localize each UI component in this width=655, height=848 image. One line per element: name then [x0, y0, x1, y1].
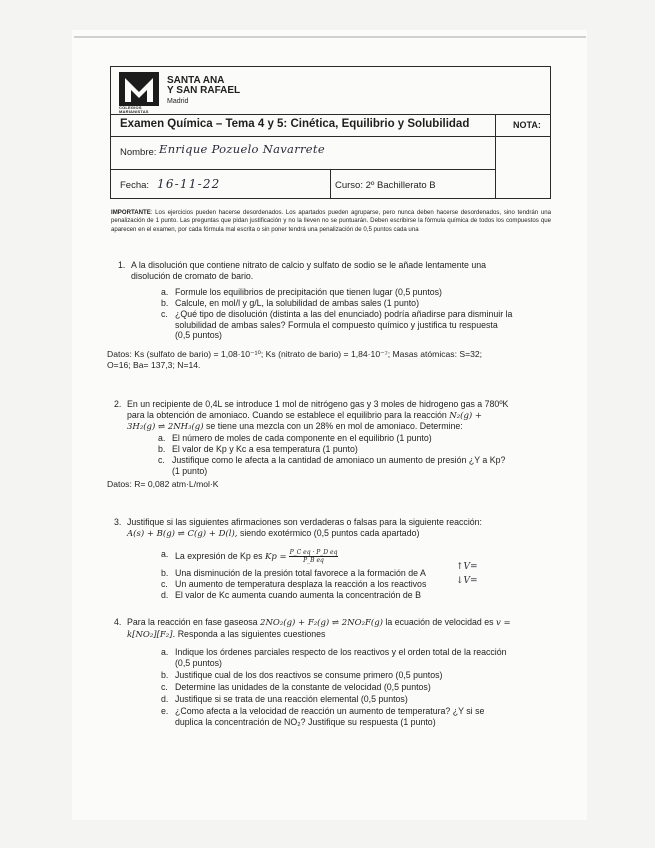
- q1-item-b-text: Calcule, en mol/l y g/L, la solubilidad de ambas sales (1 punto): [175, 298, 420, 308]
- q4-item-a-line1: Indique los órdenes parciales respecto de los reactivos y el orden total de la reacción: [175, 647, 507, 657]
- q4-line2-math: k[NO₂][F₂].: [127, 630, 176, 640]
- q4-item-d: [161, 694, 408, 705]
- q2-statement-line2: [127, 410, 482, 422]
- q3-statement-line1: Justifique si las siguientes afirmaciones son verdaderas o falsas para la siguiente reacción:: [127, 517, 482, 527]
- q4-item-a-line2: (0,5 puntos): [175, 657, 222, 668]
- q3-statement-line2: [127, 528, 419, 540]
- q4-item-b-letter: b.: [161, 670, 169, 680]
- school-name: [167, 76, 240, 96]
- q2-statement-line1: En un recipiente de 0,4L se introduce 1 mol de nitrógeno gas y 3 moles de hidrogeno gas a 780ºK: [127, 399, 509, 409]
- q4-item-c: [161, 682, 431, 693]
- q2-item-c-line1: Justifique como le afecta a la cantidad de amoniaco un aumento de presión ¿Y a Kp?: [172, 455, 506, 465]
- logo-sub-line2: MARIANISTAS: [119, 109, 149, 114]
- q4-line1-text-b: la ecuación de velocidad es: [385, 617, 494, 627]
- q2-item-a: [158, 433, 432, 444]
- q1-item-c: [161, 309, 513, 341]
- q3-line2-math: A(s) + B(g) ⇌ C(g) + D(l),: [127, 529, 238, 539]
- q4-line1-text-a: Para la reacción en fase gaseosa: [127, 617, 258, 627]
- q2-statement-line3: [127, 421, 463, 433]
- q2-line2-math: N₂(g) +: [449, 411, 483, 421]
- q3-item-b: [161, 568, 426, 579]
- q4-item-a: [161, 647, 507, 668]
- q4-item-e-letter: e.: [161, 706, 169, 716]
- date-label: Fecha:: [120, 180, 150, 191]
- q1-statement-line1: A la disolución que contiene nitrato de calcio y sulfato de sodio se le añade lentamente una: [131, 260, 487, 270]
- exam-header: [110, 66, 551, 199]
- important-note: [111, 209, 551, 234]
- name-row: [111, 136, 495, 170]
- q2-item-c-letter: c.: [158, 455, 165, 465]
- q2-line3-text: se tiene una mezcla con un 28% en mol de amoniaco. Determine:: [206, 421, 463, 431]
- kp-numerator: P_C eq · P_D eq: [289, 549, 338, 556]
- q2-line3-math: 3H₂(g) ⇌ 2NH₃(g): [127, 422, 204, 432]
- grade-cell: [495, 114, 552, 199]
- q2-item-c-line2: (1 punto): [172, 465, 208, 476]
- q3-item-c-letter: c.: [161, 579, 168, 589]
- q2-number: 2.: [114, 399, 122, 409]
- q4-item-c-letter: c.: [161, 682, 168, 692]
- school-logo-icon: [119, 72, 159, 106]
- q3-item-a-text: La expresión de Kp es: [175, 550, 263, 561]
- q4-line1-math: 2NO₂(g) + F₂(g) ⇌ 2NO₂F(g): [260, 618, 383, 628]
- q1-item-b-letter: b.: [161, 298, 169, 308]
- exam-date: 16-11-22: [157, 177, 221, 191]
- q1-item-c-line2: solubilidad de ambas sales? Formula el compuesto químico y justifica tu respuesta: [175, 319, 498, 330]
- kp-fraction: [289, 549, 339, 564]
- course-label: Curso: 2º Bachillerato B: [335, 180, 436, 191]
- scan-edge: [74, 36, 586, 38]
- q4-statement-line2: [127, 629, 325, 641]
- logo-subtitle: [119, 106, 149, 114]
- q2-item-b-letter: b.: [158, 444, 166, 454]
- q3-item-d-text: El valor de Kc aumenta cuando aumenta la concentración de B: [175, 590, 421, 600]
- title-row: [111, 114, 550, 137]
- q2-item-a-text: El número de moles de cada componente en el equilibrio (1 punto): [172, 433, 432, 443]
- q4-item-b-text: Justifique cual de los dos reactivos se consume primero (0,5 puntos): [175, 670, 443, 680]
- handwritten-note-1: ↑V=: [456, 562, 478, 572]
- q4-line1-math2: v =: [495, 618, 511, 628]
- school-city: Madrid: [167, 98, 189, 105]
- q4-item-b: [161, 670, 443, 681]
- q1-item-c-line1: ¿Qué tipo de disolución (distinta a las del enunciado) podría añadirse para disminuir la: [175, 309, 513, 319]
- date-divider: [330, 169, 331, 199]
- q3-item-b-text: Una disminución de la presión total favorece a la formación de A: [175, 568, 426, 578]
- q1-data-line1: Datos: Ks (sulfato de bario) = 1,08·10⁻¹⁰; Ks (nitrato de bario) = 1,84·10⁻⁷; Masas atómicas: S=32;: [107, 349, 483, 359]
- q1-item-c-line3: (0,5 puntos): [175, 330, 222, 341]
- q3-item-d-letter: d.: [161, 590, 169, 600]
- important-text: : Los ejercicios pueden hacerse desordenados. Los apartados pueden agruparse, pero nunca deben hacerse desordenados, sino tendrán una penalización de 1 punto. Las preguntas que pidan justificación y no la lleven no se puntuarán. Deben escribirse la fórmula química de todos los compuestos que aparecen en el examen, por cada fórmula mal escrita o sin poner tendrá una penalización de 0,5 puntos cada una: [111, 209, 551, 233]
- q3-item-a-math: Kp =: [265, 551, 287, 562]
- q4-item-e-line2: duplica la concentración de NO₂? Justifique su respuesta (1 punto): [175, 716, 436, 727]
- q4-item-e-line1: ¿Como afecta a la velocidad de reacción un aumento de temperatura? ¿Y si se: [175, 706, 485, 716]
- name-label: Nombre:: [120, 147, 157, 158]
- q3-item-d: [161, 590, 421, 601]
- q4-item-a-letter: a.: [161, 647, 169, 657]
- q1-item-b: [161, 298, 420, 309]
- logo-area: [111, 67, 550, 115]
- q4-number: 4.: [114, 617, 122, 627]
- q3-item-b-letter: b.: [161, 568, 169, 578]
- important-label: IMPORTANTE: [111, 209, 151, 216]
- q1-item-c-letter: c.: [161, 309, 168, 319]
- q4-item-d-letter: d.: [161, 694, 169, 704]
- q2-item-c: [158, 455, 506, 476]
- school-name-line2: Y SAN RAFAEL: [167, 85, 241, 96]
- q2-item-a-letter: a.: [158, 433, 166, 443]
- q1-item-a-letter: a.: [161, 287, 169, 297]
- grade-label: NOTA:: [513, 120, 541, 130]
- q3-item-a: [161, 549, 338, 564]
- q2-item-b-text: El valor de Kp y Kc a esa temperatura (1 punto): [172, 444, 358, 454]
- q2-line2-text: para la obtención de amoniaco. Cuando se establece el equilibrio para la reacción: [127, 410, 447, 420]
- q3-item-c-text: Un aumento de temperatura desplaza la reacción a los reactivos: [175, 579, 427, 589]
- q2-data: Datos: R= 0,082 atm·L/mol·K: [107, 479, 219, 489]
- q3-item-c: [161, 579, 427, 590]
- q1-number: 1.: [118, 260, 126, 270]
- exam-title: Examen Química – Tema 4 y 5: Cinética, Equilibrio y Solubilidad: [120, 118, 470, 130]
- q4-item-e: [161, 706, 485, 727]
- q4-item-c-text: Determine las unidades de la constante de velocidad (0,5 puntos): [175, 682, 431, 692]
- q2-item-b: [158, 444, 358, 455]
- school-name-line1: SANTA ANA: [167, 75, 225, 86]
- q1-data-line2: O=16; Ba= 137,3; N=14.: [107, 360, 201, 370]
- q3-line2-text: siendo exotérmico (0,5 puntos cada apartado): [239, 528, 420, 538]
- q3-number: 3.: [114, 517, 122, 527]
- kp-denominator: P_B eq: [303, 557, 324, 564]
- logo-sub-line1: COLEGIOS: [119, 105, 142, 110]
- q1-statement-line2: disolución de cromato de bario.: [131, 271, 254, 281]
- handwritten-note-2: ↓V=: [456, 576, 478, 586]
- date-row: [111, 169, 495, 199]
- q3-item-a-letter: a.: [161, 549, 169, 559]
- q4-line2-text: Responda a las siguientes cuestiones: [177, 629, 326, 639]
- q1-item-a: [161, 287, 442, 298]
- q4-statement-line1: [127, 617, 511, 629]
- q4-item-d-text: Justifique si se trata de una reacción elemental (0,5 puntos): [175, 694, 408, 704]
- q1-item-a-text: Formule los equilibrios de precipitación que tienen lugar (0,5 puntos): [175, 287, 442, 297]
- student-name: Enrique Pozuelo Navarrete: [159, 142, 325, 156]
